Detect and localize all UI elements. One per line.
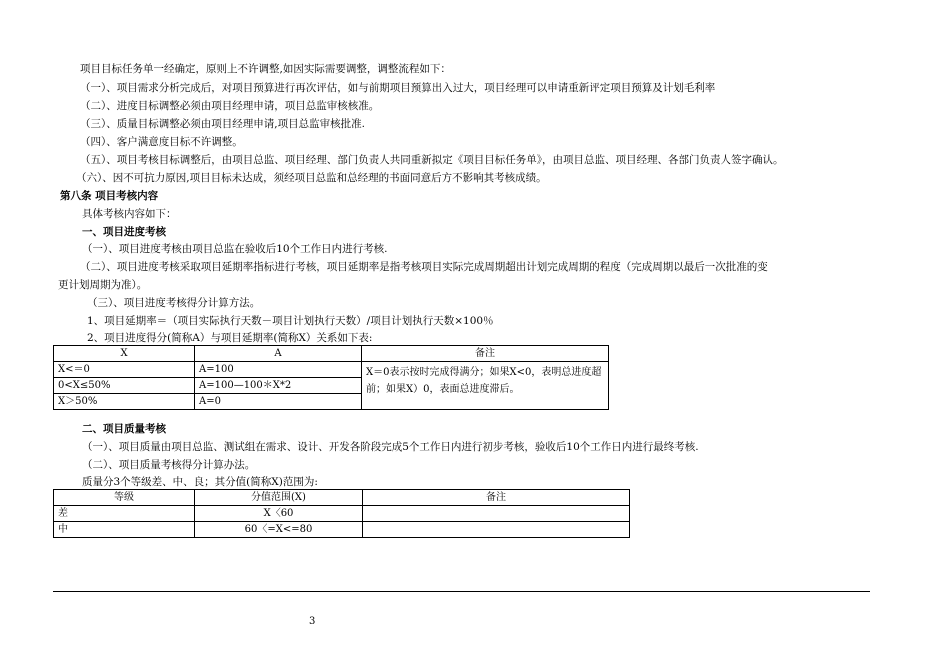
table-cell <box>363 506 630 522</box>
body-line: 质量分3个等级差、中、良；其分值(简称X)范围为: <box>82 476 318 488</box>
body-line: 更计划周期为准）。 <box>58 279 148 291</box>
table-header-cell: 等级 <box>54 490 195 506</box>
body-line: 2、项目进度得分(简称A）与项目延期率(简称X）关系如下表: <box>87 332 373 344</box>
body-line: （三）、质量目标调整必须由项目经理申请,项目总监审核批准. <box>80 118 365 130</box>
table-row <box>54 362 609 378</box>
quality-grade-table <box>53 489 630 538</box>
table-cell: A=100—100＊X*2 <box>195 378 362 394</box>
table-header-cell: A <box>195 346 362 362</box>
body-line: （六）、因不可抗力原因,项目目标未达成，须经项目总监和总经理的书面同意后方不影响其考核成绩。 <box>76 172 547 184</box>
body-line: 具体考核内容如下： <box>82 208 177 220</box>
body-line: （二）、进度目标调整必须由项目经理申请，项目总监审核核准。 <box>80 100 380 112</box>
table-cell: 0<X≤50% <box>54 378 195 394</box>
table-header-cell: 备注 <box>363 490 630 506</box>
subsection-heading: 二、项目质量考核 <box>82 423 166 435</box>
table-row <box>54 506 630 522</box>
body-line: 项目目标任务单一经确定，原则上不许调整,如因实际需要调整，调整流程如下： <box>80 63 451 75</box>
table-row <box>54 522 630 538</box>
body-line: 1、项目延期率＝（项目实际执行天数－项目计划执行天数）/项目计划执行天数×100％ <box>87 315 494 327</box>
table-header-cell: 分值范围(X) <box>195 490 363 506</box>
body-line: （四）、客户满意度目标不许调整。 <box>80 136 243 148</box>
body-line: （三）、项目进度考核得分计算方法。 <box>87 297 261 309</box>
body-line: （五）、项目考核目标调整后，由项目总监、项目经理、部门负责人共同重新拟定《项目目标任务单》，由项目总监、项目经理、各部门负责人签字确认。 <box>80 154 784 166</box>
table-cell: X〈60 <box>195 506 363 522</box>
table-header-row <box>54 490 630 506</box>
table-cell: 中 <box>54 522 195 538</box>
body-line: （二）、项目进度考核采取项目延期率指标进行考核，项目延期率是指考核项目实际完成周期超出计划完成周期的程度（完成周期以最后一次批准的变 <box>80 261 768 273</box>
table-header-row <box>54 346 609 362</box>
delay-score-table <box>53 345 609 410</box>
section-heading: 第八条 项目考核内容 <box>60 190 159 202</box>
body-line: （二）、项目质量考核得分计算办法。 <box>82 459 256 471</box>
table-cell: 60〈=X<=80 <box>195 522 363 538</box>
table-cell: 差 <box>54 506 195 522</box>
table-cell: A=100 <box>195 362 362 378</box>
table-cell: X<＝0 <box>54 362 195 378</box>
table-note-cell: X＝0表示按时完成得满分；如果X<0，表明总进度超前；如果X）0，表面总进度滞后。 <box>362 362 609 410</box>
table-cell: X＞50% <box>54 394 195 410</box>
table-header-cell: X <box>54 346 195 362</box>
footer-divider <box>53 591 870 592</box>
table-cell: A=0 <box>195 394 362 410</box>
page-number: 3 <box>309 616 316 627</box>
body-line: （一）、项目质量由项目总监、测试组在需求、设计、开发各阶段完成5个工作日内进行初步考核，验收后10个工作日内进行最终考核. <box>82 441 699 453</box>
body-line: （一）、项目进度考核由项目总监在验收后10个工作日内进行考核. <box>82 243 388 255</box>
table-header-cell: 备注 <box>362 346 609 362</box>
table-cell <box>363 522 630 538</box>
body-line: （一）、项目需求分析完成后，对项目预算进行再次评估，如与前期项目预算出入过大，项目经理可以申请重新评定项目预算及计划毛利率 <box>80 82 716 94</box>
subsection-heading: 一、项目进度考核 <box>82 226 166 238</box>
